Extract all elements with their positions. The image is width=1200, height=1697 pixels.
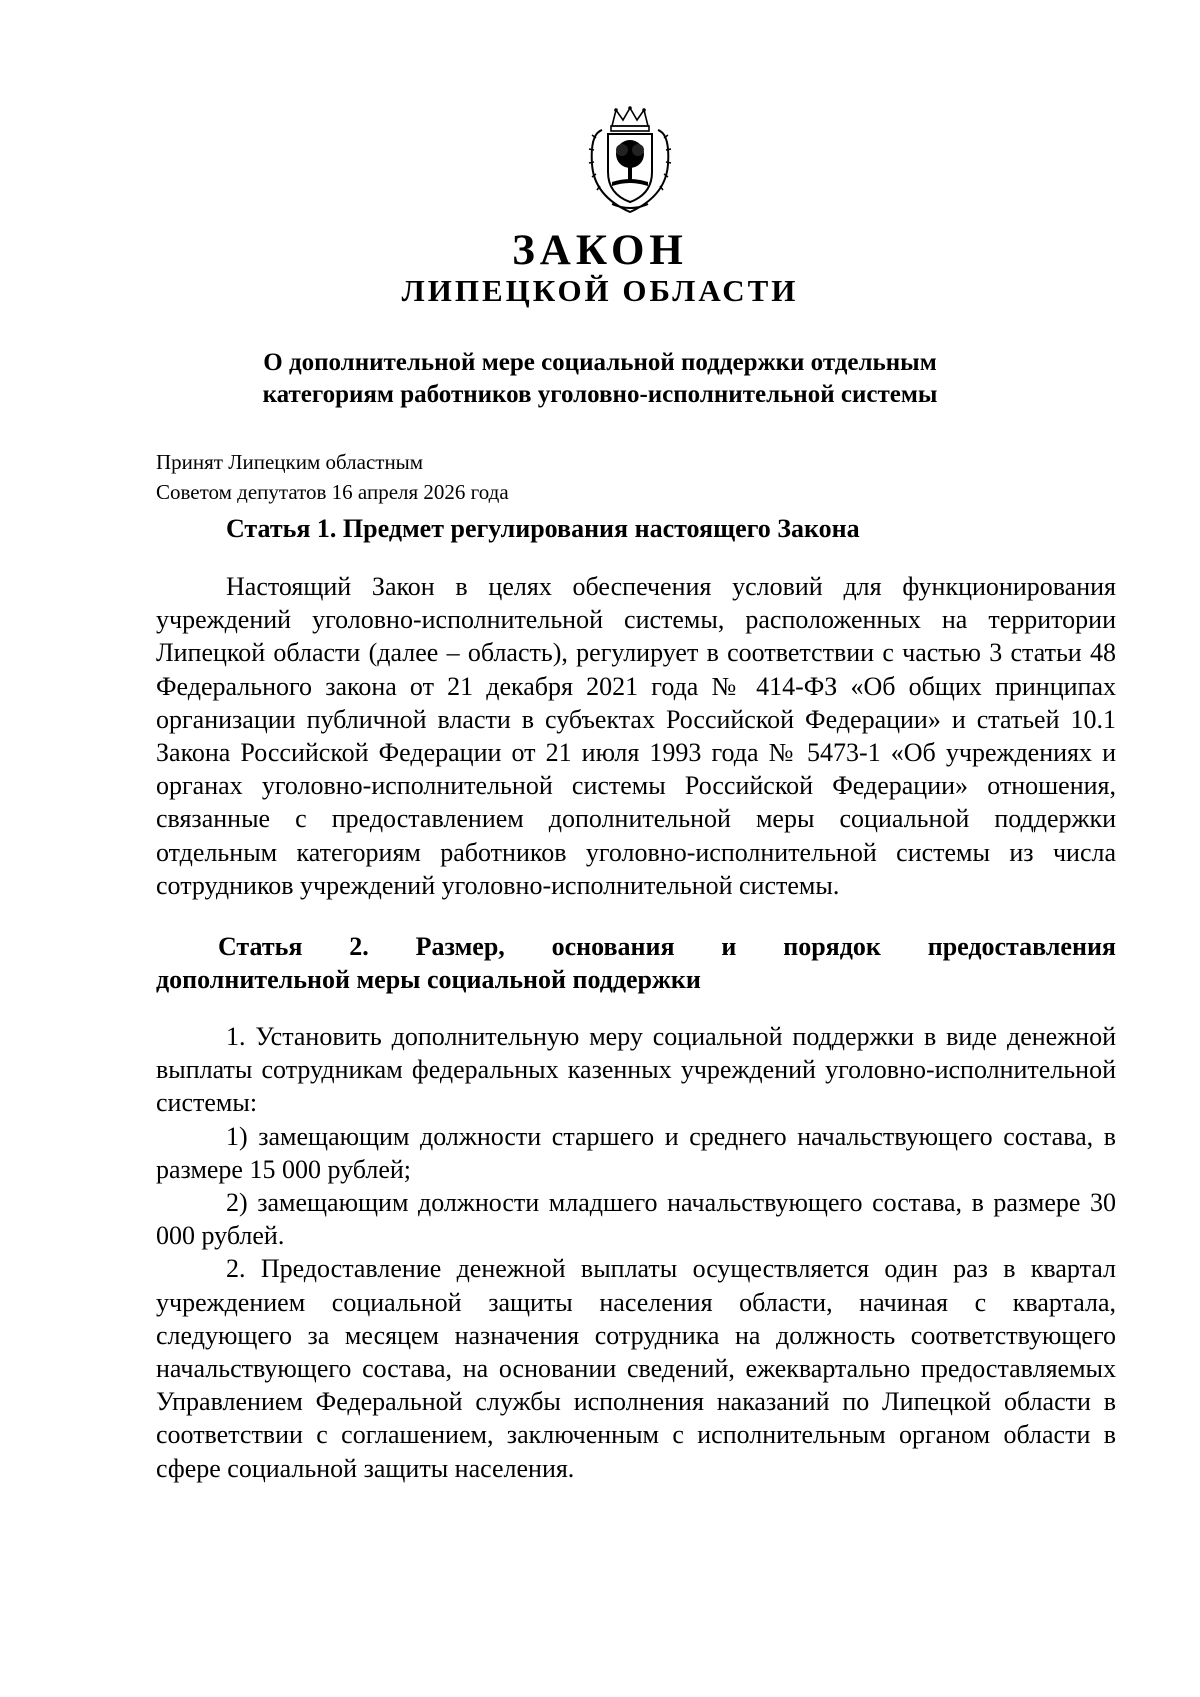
article-1 [156,512,1116,545]
article-1-text: Настоящий Закон в целях обеспечения условий для функционирования учреждений уголовно-исполнительной системы, расположенных на территории Липецкой области (далее – область), регулирует в соответствии с частью 3 статьи 48 Федерального закона от 21 декабря 2021 года № 414-ФЗ «Об общих принципах организации публичной власти в субъектах Российской Федерации» и статьей 10.1 Закона Российской Федерации от 21 июля 1993 года № 5473-1 «Об учреждениях и органах уголовно-исполнительной системы Российской Федерации» отношения, связанные с предоставлением дополнительной меры социальной поддержки отдельным категориям работников уголовно-исполнительной системы из числа сотрудников учреждений уголовно-исполнительной системы. [156,572,1116,900]
article-2-body [156,1020,1116,1485]
article-2-subitem-1: 1) замещающим должности старшего и среднего начальствующего состава, в размере 15 000 рублей; [156,1121,1116,1184]
adoption-line-2: Советом депутатов 16 апреля 2026 года [156,480,509,504]
law-title [200,347,1000,411]
coat-of-arms-icon [582,104,678,216]
adoption-note [156,447,509,507]
article-2-subitem-2: 2) замещающим должности младшего начальствующего состава, в размере 30 000 рублей. [156,1188,1116,1251]
article-2-item-2: 2. Предоставление денежной выплаты осуществляется один раз в квартал учреждением социальной защиты населения области, начиная с квартала, следующего за месяцем назначения сотрудника на должность соответствующего начальствующего состава, на основании сведений, ежеквартально предоставляемых Управлением Федеральной службы исполнения наказаний по Липецкой области в соответствии с соглашением, заключенным с исполнительным органом области в сфере социальной защиты населения. [156,1254,1116,1483]
article-2-item-1: 1. Установить дополнительную меру социальной поддержки в виде денежной выплаты сотрудникам федеральных казенных учреждений уголовно-исполнительной системы: [156,1022,1116,1118]
region-name: ЛИПЕЦКОЙ ОБЛАСТИ [401,273,799,308]
article-2-heading-line-2: дополнительной меры социальной поддержки [156,965,701,995]
adoption-line-1: Принят Липецким областным [156,450,424,474]
article-2-heading [156,930,1116,996]
article-1-heading: Статья 1. Предмет регулирования настоящего Закона [226,514,860,543]
law-title-line-2: категориям работников уголовно-исполнительной системы [262,381,938,408]
law-title-line-1: О дополнительной мере социальной поддержки отдельным [263,349,937,376]
document-type: ЗАКОН [512,227,688,274]
article-1-body [156,570,1116,902]
article-2-heading-line-1: Статья 2. Размер, основания и порядок предоставления [218,932,1116,961]
